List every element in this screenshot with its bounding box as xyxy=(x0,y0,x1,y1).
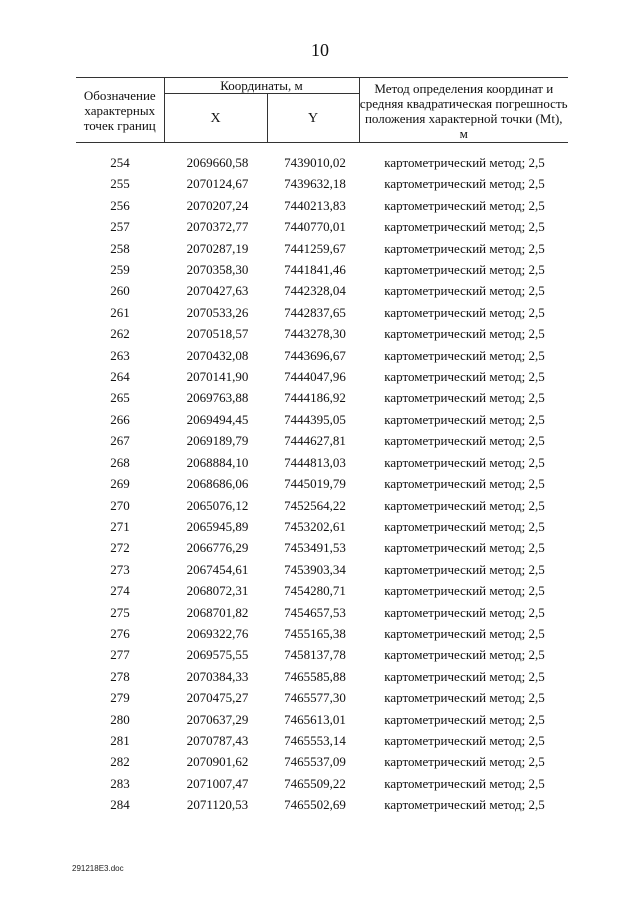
cell-point-id: 268 xyxy=(110,454,130,470)
cell-method: картометрический метод; 2,5 xyxy=(384,304,545,320)
cell-x: 2070901,62 xyxy=(186,754,249,770)
cell-method: картометрический метод; 2,5 xyxy=(384,732,545,748)
cell-point-id: 265 xyxy=(110,390,130,406)
table-row xyxy=(76,559,568,580)
header-method-text: Метод определения координат и средняя квадратическая погрешность положения характерной точки (Mt), м xyxy=(359,81,568,141)
cell-y: 7442837,65 xyxy=(284,304,346,320)
cell-method: картометрический метод; 2,5 xyxy=(384,647,545,663)
table-row xyxy=(76,623,568,644)
cell-point-id: 279 xyxy=(110,690,130,706)
cell-method: картометрический метод; 2,5 xyxy=(384,369,545,385)
cell-x: 2069575,55 xyxy=(186,647,249,663)
table-row xyxy=(76,709,568,730)
cell-point-id: 275 xyxy=(110,604,130,620)
table-row xyxy=(76,773,568,794)
cell-point-id: 259 xyxy=(110,262,130,278)
cell-method: картометрический метод; 2,5 xyxy=(384,476,545,492)
table-row xyxy=(76,366,568,387)
table-header xyxy=(76,78,568,143)
table-row xyxy=(76,409,568,430)
cell-point-id: 262 xyxy=(110,326,130,342)
cell-x: 2069189,79 xyxy=(186,433,249,449)
header-method xyxy=(359,78,568,143)
cell-point-id: 270 xyxy=(110,497,130,513)
cell-method: картометрический метод; 2,5 xyxy=(384,176,545,192)
table-row xyxy=(76,216,568,237)
table-row xyxy=(76,730,568,751)
cell-point-id: 267 xyxy=(110,433,130,449)
cell-x: 2070384,33 xyxy=(186,668,249,684)
cell-y: 7441841,46 xyxy=(284,262,346,278)
cell-point-id: 284 xyxy=(110,797,130,813)
cell-point-id: 276 xyxy=(110,625,130,641)
cell-y: 7455165,38 xyxy=(284,625,346,641)
cell-x: 2070518,57 xyxy=(186,326,249,342)
cell-x: 2070372,77 xyxy=(186,219,249,235)
cell-point-id: 273 xyxy=(110,561,130,577)
table-row xyxy=(76,387,568,408)
header-y: Y xyxy=(267,94,359,143)
cell-method: картометрический метод; 2,5 xyxy=(384,283,545,299)
cell-point-id: 278 xyxy=(110,668,130,684)
cell-point-id: 277 xyxy=(110,647,130,663)
cell-x: 2069322,76 xyxy=(186,625,249,641)
cell-y: 7445019,79 xyxy=(284,476,346,492)
cell-method: картометрический метод; 2,5 xyxy=(384,390,545,406)
cell-point-id: 257 xyxy=(110,219,130,235)
cell-y: 7444395,05 xyxy=(284,411,346,427)
cell-method: картометрический метод; 2,5 xyxy=(384,540,545,556)
cell-y: 7439010,02 xyxy=(284,155,346,170)
cell-point-id: 255 xyxy=(110,176,130,192)
table-row xyxy=(76,195,568,216)
footer-filename: 291218E3.doc xyxy=(72,864,124,873)
cell-y: 7465613,01 xyxy=(284,711,346,727)
cell-y: 7444047,96 xyxy=(284,369,346,385)
table-row xyxy=(76,666,568,687)
cell-y: 7465509,22 xyxy=(284,775,346,791)
header-point-id: Обозначение характерных точек границ xyxy=(76,78,164,143)
cell-x: 2066776,29 xyxy=(186,540,249,556)
table-row xyxy=(76,152,568,173)
cell-method: картометрический метод; 2,5 xyxy=(384,219,545,235)
cell-method: картометрический метод; 2,5 xyxy=(384,197,545,213)
table-row xyxy=(76,516,568,537)
table-row xyxy=(76,238,568,259)
cell-x: 2068686,06 xyxy=(186,476,249,492)
cell-x: 2070475,27 xyxy=(186,690,249,706)
table-row xyxy=(76,452,568,473)
cell-y: 7440213,83 xyxy=(284,197,346,213)
cell-x: 2069660,58 xyxy=(186,155,249,170)
cell-method: картометрический метод; 2,5 xyxy=(384,155,545,170)
cell-point-id: 254 xyxy=(110,155,130,170)
cell-x: 2070432,08 xyxy=(186,347,249,363)
cell-method: картометрический метод; 2,5 xyxy=(384,668,545,684)
table-row xyxy=(76,259,568,280)
table-row xyxy=(76,751,568,772)
table-row xyxy=(76,280,568,301)
table-row xyxy=(76,537,568,558)
cell-point-id: 258 xyxy=(110,240,130,256)
cell-method: картометрический метод; 2,5 xyxy=(384,433,545,449)
cell-point-id: 274 xyxy=(110,583,130,599)
cell-y: 7465553,14 xyxy=(284,732,346,748)
cell-point-id: 263 xyxy=(110,347,130,363)
cell-method: картометрический метод; 2,5 xyxy=(384,561,545,577)
cell-method: картометрический метод; 2,5 xyxy=(384,518,545,534)
cell-x: 2065076,12 xyxy=(186,497,249,513)
cell-y: 7465502,69 xyxy=(284,797,346,813)
cell-y: 7454657,53 xyxy=(284,604,346,620)
cell-x: 2070533,26 xyxy=(186,304,249,320)
cell-x: 2071120,53 xyxy=(186,797,249,813)
cell-point-id: 280 xyxy=(110,711,130,727)
cell-method: картометрический метод; 2,5 xyxy=(384,690,545,706)
table-row xyxy=(76,173,568,194)
cell-x: 2070637,29 xyxy=(186,711,249,727)
cell-y: 7444813,03 xyxy=(284,454,346,470)
table-row xyxy=(76,495,568,516)
cell-y: 7465537,09 xyxy=(284,754,346,770)
cell-y: 7442328,04 xyxy=(284,283,346,299)
table-row xyxy=(76,644,568,665)
cell-x: 2070427,63 xyxy=(186,283,249,299)
coordinates-table xyxy=(76,77,568,816)
cell-point-id: 272 xyxy=(110,540,130,556)
table-row xyxy=(76,345,568,366)
table-row xyxy=(76,323,568,344)
cell-x: 2065945,89 xyxy=(186,518,249,534)
cell-y: 7443278,30 xyxy=(284,326,346,342)
cell-point-id: 283 xyxy=(110,775,130,791)
cell-method: картометрический метод; 2,5 xyxy=(384,604,545,620)
cell-x: 2069763,88 xyxy=(186,390,249,406)
cell-method: картометрический метод; 2,5 xyxy=(384,797,545,813)
cell-x: 2068884,10 xyxy=(186,454,249,470)
table-row xyxy=(76,473,568,494)
cell-point-id: 269 xyxy=(110,476,130,492)
cell-x: 2071007,47 xyxy=(186,775,249,791)
cell-method: картометрический метод; 2,5 xyxy=(384,754,545,770)
cell-y: 7444186,92 xyxy=(284,390,346,406)
cell-point-id: 281 xyxy=(110,732,130,748)
cell-x: 2070207,24 xyxy=(186,197,249,213)
table-row xyxy=(76,302,568,323)
cell-method: картометрический метод; 2,5 xyxy=(384,240,545,256)
cell-x: 2068072,31 xyxy=(186,583,249,599)
header-coordinates: Координаты, м xyxy=(164,78,359,94)
table-row xyxy=(76,580,568,601)
cell-x: 2070787,43 xyxy=(186,732,249,748)
cell-method: картометрический метод; 2,5 xyxy=(384,347,545,363)
table-body xyxy=(76,143,568,816)
cell-y: 7443696,67 xyxy=(284,347,346,363)
table-row xyxy=(76,687,568,708)
header-x: X xyxy=(164,94,267,143)
cell-point-id: 271 xyxy=(110,518,130,534)
table-row xyxy=(76,794,568,815)
cell-x: 2070287,19 xyxy=(186,240,249,256)
page-number: 10 xyxy=(311,40,329,60)
cell-point-id: 282 xyxy=(110,754,130,770)
cell-y: 7444627,81 xyxy=(284,433,346,449)
cell-method: картометрический метод; 2,5 xyxy=(384,775,545,791)
cell-method: картометрический метод; 2,5 xyxy=(384,497,545,513)
cell-x: 2070358,30 xyxy=(186,262,249,278)
cell-y: 7439632,18 xyxy=(284,176,346,192)
cell-x: 2070124,67 xyxy=(186,176,249,192)
cell-point-id: 260 xyxy=(110,283,130,299)
cell-point-id: 264 xyxy=(110,369,130,385)
cell-method: картометрический метод; 2,5 xyxy=(384,326,545,342)
table-row xyxy=(76,602,568,623)
cell-y: 7465585,88 xyxy=(284,668,346,684)
cell-y: 7453491,53 xyxy=(284,540,346,556)
table-row xyxy=(76,430,568,451)
cell-y: 7458137,78 xyxy=(284,647,346,663)
cell-point-id: 266 xyxy=(110,411,130,427)
cell-point-id: 256 xyxy=(110,197,130,213)
cell-x: 2070141,90 xyxy=(186,369,249,385)
cell-y: 7441259,67 xyxy=(284,240,346,256)
cell-y: 7440770,01 xyxy=(284,219,346,235)
cell-method: картометрический метод; 2,5 xyxy=(384,625,545,641)
cell-y: 7465577,30 xyxy=(284,690,346,706)
cell-y: 7454280,71 xyxy=(284,583,346,599)
cell-method: картометрический метод; 2,5 xyxy=(384,583,545,599)
cell-y: 7453202,61 xyxy=(284,518,346,534)
cell-method: картометрический метод; 2,5 xyxy=(384,262,545,278)
cell-y: 7453903,34 xyxy=(284,561,346,577)
cell-point-id: 261 xyxy=(110,304,130,320)
cell-x: 2067454,61 xyxy=(186,561,249,577)
cell-x: 2068701,82 xyxy=(186,604,249,620)
cell-method: картометрический метод; 2,5 xyxy=(384,711,545,727)
cell-method: картометрический метод; 2,5 xyxy=(384,454,545,470)
cell-y: 7452564,22 xyxy=(284,497,346,513)
cell-x: 2069494,45 xyxy=(186,411,249,427)
cell-method: картометрический метод; 2,5 xyxy=(384,411,545,427)
